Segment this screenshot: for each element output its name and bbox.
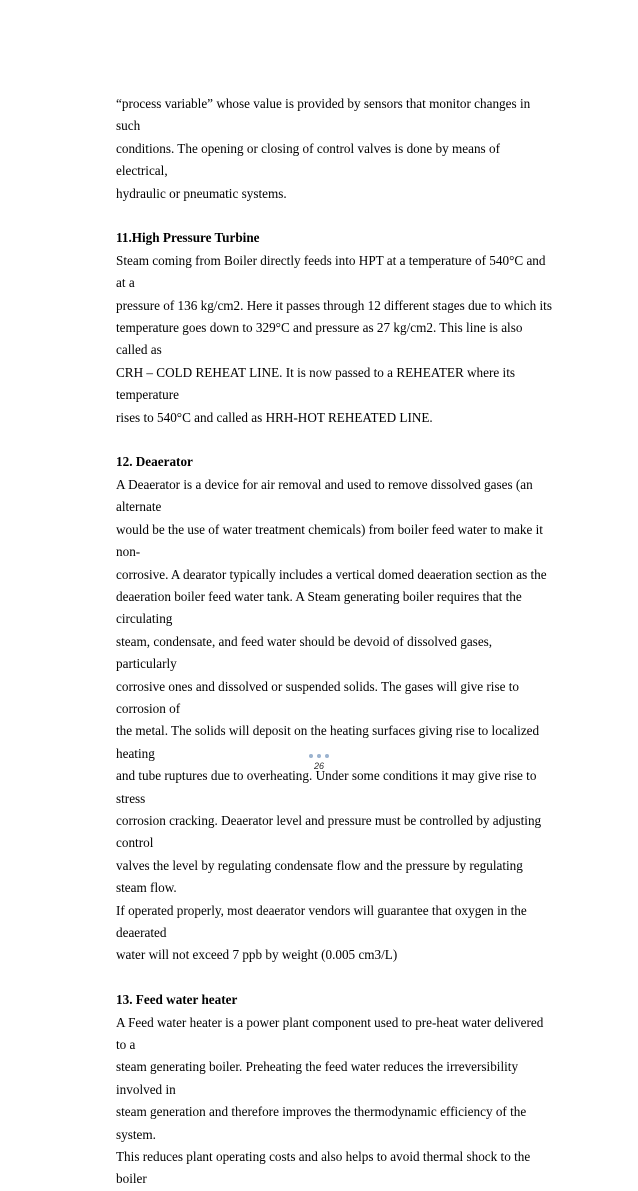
text-line: This reduces plant operating costs and also helps to avoid thermal shock to the boiler (116, 1149, 531, 1187)
text-line: If operated properly, most deaerator vendors will guarantee that oxygen in the deaerated (116, 902, 527, 940)
spacer (116, 429, 552, 451)
text-line: valves the level by regulating condensate flow and the pressure by regulating steam flow. (116, 857, 523, 896)
text-line: temperature goes down to 329°C and pressure as 27 kg/cm2. This line is also called as (116, 320, 523, 358)
text-line: rises to 540°C and called as HRH-HOT REHEATED LINE. (116, 409, 433, 425)
section-feed-water-heater (116, 989, 552, 1191)
page-number: 26 (313, 761, 324, 771)
section-heading: 11.High Pressure Turbine (116, 230, 260, 246)
text-line: CRH – COLD REHEAT LINE. It is now passed to a REHEATER where its temperature (116, 364, 516, 403)
page-content (116, 93, 552, 1191)
text-line: steam generating boiler. Preheating the feed water reduces the irreversibility involved in (116, 1059, 519, 1097)
text-line: the metal. The solids will deposit on the heating surfaces giving rise to localized heating (116, 723, 540, 761)
section-heading: 13. Feed water heater (116, 992, 238, 1008)
text-line: corrosion cracking. Deaerator level and pressure must be controlled by adjusting control (116, 812, 542, 851)
text-line: steam, condensate, and feed water should be devoid of dissolved gases, particularly (116, 633, 493, 672)
dot-icon (317, 754, 321, 758)
text-line: corrosive. A dearator typically includes a vertical domed deaeration section as the (116, 566, 547, 582)
text-line: and tube ruptures due to overheating. Under some conditions it may give rise to stress (116, 768, 537, 806)
section-deaerator (116, 451, 552, 966)
section-high-pressure-turbine (116, 227, 552, 429)
dot-icon (325, 754, 329, 758)
spacer (116, 205, 552, 227)
text-line: deaeration boiler feed water tank. A Steam generating boiler requires that the circulating (116, 588, 522, 627)
text-line: Steam coming from Boiler directly feeds into HPT at a temperature of 540°C and at a (116, 252, 546, 291)
dot-icon (309, 754, 313, 758)
text-line: A Deaerator is a device for air removal and used to remove dissolved gases (an alternate (116, 476, 533, 515)
text-line: “process variable” whose value is provided by sensors that monitor changes in such (116, 96, 531, 134)
section-heading: 12. Deaerator (116, 454, 193, 470)
spacer (116, 967, 552, 989)
page-footer (0, 753, 638, 772)
intro-paragraph (116, 93, 552, 205)
text-line: steam generation and therefore improves the thermodynamic efficiency of the system. (116, 1104, 527, 1142)
footer-dots-ornament (0, 753, 638, 759)
text-line: hydraulic or pneumatic systems. (116, 185, 287, 201)
text-line: water will not exceed 7 ppb by weight (0.005 cm3/L) (116, 947, 398, 963)
text-line: A Feed water heater is a power plant component used to pre-heat water delivered to a (116, 1014, 544, 1053)
text-line: would be the use of water treatment chemicals) from boiler feed water to make it non- (116, 521, 543, 560)
text-line: corrosive ones and dissolved or suspended solids. The gases will give rise to corrosion of (116, 678, 520, 716)
text-line: conditions. The opening or closing of control valves is done by means of electrical, (116, 140, 500, 179)
text-line: pressure of 136 kg/cm2. Here it passes through 12 different stages due to which its (116, 297, 552, 313)
